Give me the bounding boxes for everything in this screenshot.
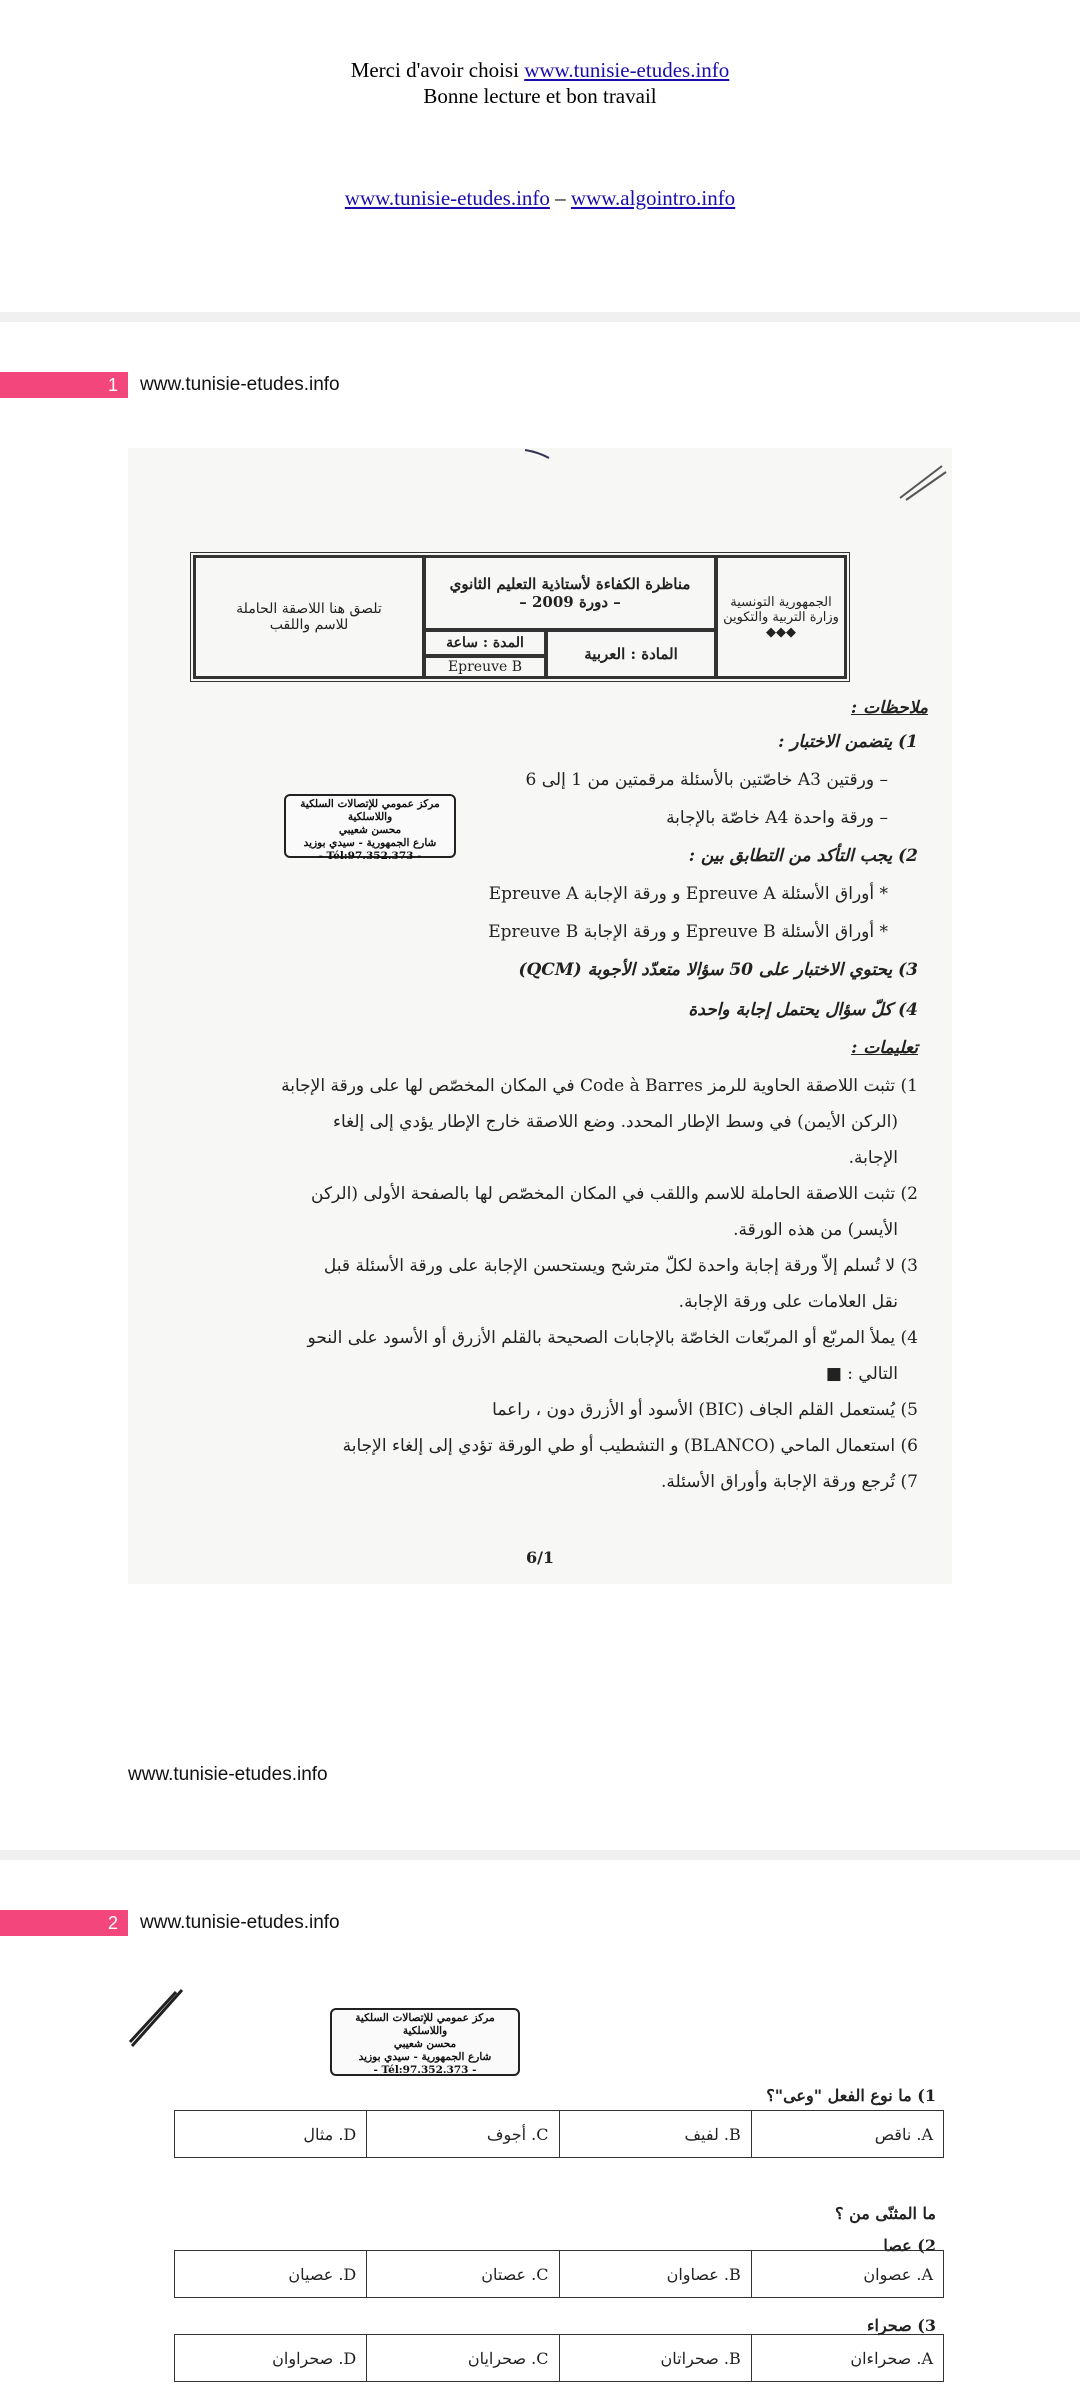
- stamp-line: - Tél:97.352.373 -: [373, 2064, 477, 2076]
- option-d: D. صحراوان: [175, 2335, 367, 2382]
- question-1: 1) ما نوع الفعل "وعى"؟: [766, 2086, 936, 2105]
- instruction-line: 2) تثبت اللاصقة الحاملة للاسم واللقب في المكان المخصّص لها بالصفحة الأولى (الركن: [311, 1184, 918, 1204]
- pen-mark-icon: [523, 448, 553, 460]
- site-link[interactable]: www.tunisie-etudes.info: [524, 58, 730, 82]
- site-link-b[interactable]: www.algointro.info: [570, 186, 736, 210]
- question-1-options: [174, 2110, 944, 2158]
- intro-text: Merci d'avoir choisi: [350, 58, 525, 82]
- scanned-exam-image: [128, 1980, 952, 2400]
- option-b: B. عصاوان: [559, 2251, 751, 2298]
- ministry-cell: [716, 556, 846, 678]
- name-sticker-cell: تلصق هنا اللاصقة الحاملة للاسم واللقب: [194, 556, 424, 678]
- pen-mark-icon: [128, 1986, 188, 2050]
- exam-title-cell: [424, 556, 716, 630]
- option-a: A. صحراءان: [751, 2335, 943, 2382]
- question-3-options: [174, 2334, 944, 2382]
- note-line: 3) يحتوي الاختبار على 50 سؤالا متعدّد الأجوبة (QCM): [518, 960, 918, 980]
- option-d: D. عصيان: [175, 2251, 367, 2298]
- exam-header-table: [190, 552, 850, 682]
- instruction-line: 5) يُستعمل القلم الجاف (BIC) الأسود أو الأزرق دون ، راعما: [492, 1400, 918, 1420]
- option-d: D. مثال: [175, 2111, 367, 2158]
- note-line: – ورقة واحدة A4 خاصّة بالإجابة: [666, 808, 888, 828]
- question-3: 3) صحراء: [867, 2316, 936, 2335]
- instruction-line: 4) يملأ المربّع أو المربّعات الخاصّة بالإجابات الصحيحة بالقلم الأزرق أو الأسود على النحو: [307, 1328, 918, 1348]
- exam-session: – دورة 2009 –: [519, 593, 621, 611]
- note-line: 1) يتضمن الاختبار :: [778, 732, 918, 752]
- page-number-badge: 2: [0, 1910, 128, 1936]
- instruction-line: (الركن الأيمن) في وسط الإطار المحدد. وضع اللاصقة خارج الإطار يؤدي إلى إلغاء: [332, 1112, 898, 1132]
- scan-page-number: 6/1: [525, 1548, 555, 1567]
- page-header-site: www.tunisie-etudes.info: [140, 1912, 340, 1933]
- instruction-line: الإجابة.: [848, 1148, 898, 1168]
- duration-cell: المدة : ساعة: [424, 630, 546, 656]
- emblem-icon: ◆◆◆: [766, 624, 796, 640]
- page-footer-site: www.tunisie-etudes.info: [128, 1764, 328, 1785]
- instruction-line: 7) تُرجع ورقة الإجابة وأوراق الأسئلة.: [661, 1472, 918, 1492]
- exam-title: مناظرة الكفاءة لأستاذية التعليم الثانوي: [449, 575, 691, 593]
- site-link-a[interactable]: www.tunisie-etudes.info: [344, 186, 550, 210]
- pen-mark-icon: [898, 462, 948, 502]
- page-header: [0, 1910, 340, 1936]
- instruction-line: 1) تثبت اللاصقة الحاوية للرمز Code à Barres في المكان المخصّص لها على ورقة الإجابة: [281, 1076, 918, 1096]
- note-line: 4) كلّ سؤال يحتمل إجابة واحدة: [688, 1000, 918, 1020]
- page-header: [0, 372, 340, 398]
- question-2: 2) عصا: [883, 2236, 936, 2255]
- note-line: 2) يجب التأكد من التطابق بين :: [688, 846, 918, 866]
- document-page-2: [0, 1860, 1080, 2400]
- instruction-line: 6) استعمال الماحي (BLANCO) و التشطيب أو طي الورقة تؤدي إلى إلغاء الإجابة: [342, 1436, 918, 1456]
- option-b: B. صحراتان: [559, 2335, 751, 2382]
- page-number-badge: 1: [0, 372, 128, 398]
- stamp-line: مركز عمومي للإتصالات السلكية واللاسلكية: [300, 798, 440, 823]
- option-a: A. عصوان: [751, 2251, 943, 2298]
- question-2-options: [174, 2250, 944, 2298]
- question-group-title: ما المثنّى من ؟: [835, 2204, 936, 2223]
- option-a: A. ناقص: [751, 2111, 943, 2158]
- note-line: * أوراق الأسئلة Epreuve B و ورقة الإجابة Epreuve B: [488, 922, 888, 942]
- country-name: الجمهورية التونسية: [730, 594, 832, 610]
- intro-line-2: Bonne lecture et bon travail: [423, 84, 657, 108]
- subject-cell: المادة : العربية: [546, 630, 716, 678]
- notes-section: [288, 698, 928, 1078]
- intro-page: [0, 0, 1080, 312]
- instruction-line: 3) لا تُسلم إلاّ ورقة إجابة واحدة لكلّ مترشح ويستحسن الإجابة على ورقة الأسئلة قبل: [323, 1256, 918, 1276]
- link-separator: –: [549, 186, 571, 210]
- option-c: C. أجوف: [367, 2111, 559, 2158]
- stamp-line: شارع الجمهورية - سيدي بوزيد: [358, 2051, 492, 2063]
- stamp-line: محسن شعيبي: [393, 2038, 457, 2050]
- option-c: C. عصتان: [367, 2251, 559, 2298]
- note-line: * أوراق الأسئلة Epreuve A و ورقة الإجابة Epreuve A: [488, 884, 888, 904]
- intro-links: [0, 186, 1080, 211]
- instructions-section: [158, 1076, 918, 1516]
- intro-line-1: [0, 58, 1080, 83]
- instruction-line: التالي : ■: [825, 1364, 898, 1384]
- notes-title: ملاحظات :: [850, 698, 928, 718]
- option-b: B. لفيف: [559, 2111, 751, 2158]
- stamp-line: مركز عمومي للإتصالات السلكية واللاسلكية: [355, 2012, 495, 2037]
- note-line: – ورقتين A3 خاصّتين بالأسئلة مرقمتين من 1 إلى 6: [525, 770, 888, 790]
- epreuve-cell: Epreuve B: [424, 656, 546, 678]
- scanned-exam-image: [128, 448, 952, 1584]
- page-header-site: www.tunisie-etudes.info: [140, 374, 340, 395]
- instruction-line: نقل العلامات على ورقة الإجابة.: [678, 1292, 898, 1312]
- instructions-title: تعليمات :: [851, 1038, 918, 1058]
- document-page-1: [0, 322, 1080, 1850]
- stamp-line: شارع الجمهورية - سيدي بوزيد: [303, 837, 437, 849]
- option-c: C. صحرايان: [367, 2335, 559, 2382]
- stamp-line: محسن شعيبي: [338, 824, 402, 836]
- stamp-line: - Tél:97.352.373 -: [318, 850, 422, 862]
- ministry-name: وزارة التربية والتكوين: [723, 609, 839, 625]
- office-stamp: [330, 2008, 520, 2076]
- instruction-line: الأيسر) من هذه الورقة.: [733, 1220, 898, 1240]
